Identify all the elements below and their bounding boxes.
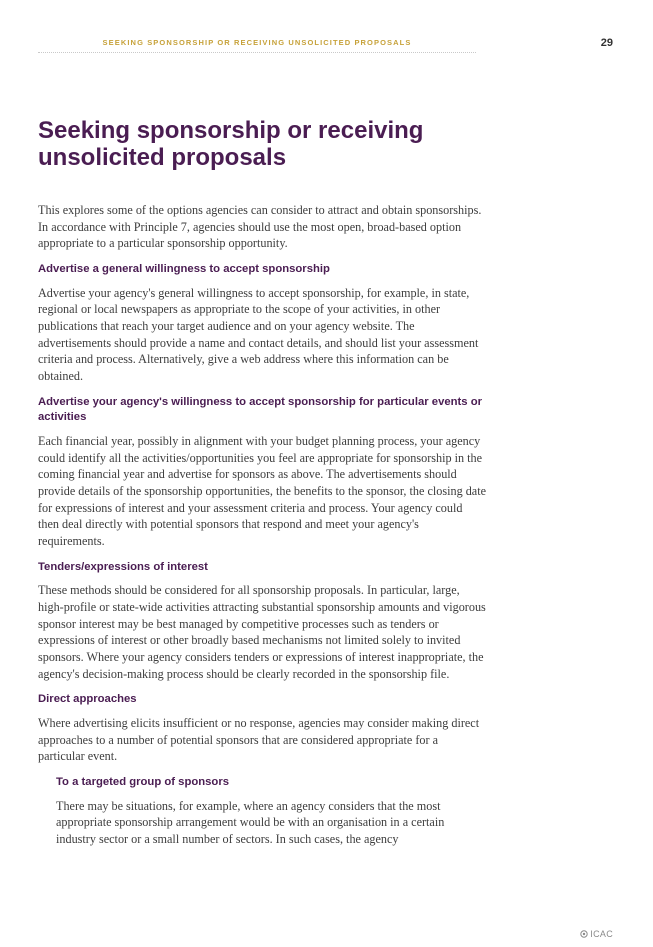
header-divider xyxy=(38,52,476,53)
main-content xyxy=(38,202,486,858)
section-heading-general-willingness: Advertise a general willingness to accept sponsorship xyxy=(38,263,330,276)
page-title: Seeking sponsorship or receiving unsolicited proposals xyxy=(38,117,424,171)
intro-paragraph: This explores some of the options agencies can consider to attract and obtain sponsorships. In accordance with Principle 7, agencies should use the most open, broad-based option appropriate to a particular sponsorship opportunity. xyxy=(38,203,482,251)
icac-logo xyxy=(580,929,613,939)
icac-logo-icon xyxy=(580,930,588,938)
subsection-body-targeted-group: There may be situations, for example, where an agency considers that the most appropriate sponsorship arrangement would be with an organisation in a certain industry sector or a small number of sectors. In such cases, the agency xyxy=(56,798,445,846)
section-body-tenders: These methods should be considered for all sponsorship proposals. In particular, large, high-profile or state-wide activities attracting substantial sponsorship amounts and vigorous sponsor interest may be best managed by competitive processes such as tenders or expressions of interest or other broadly based mechanisms not limited solely to invited sponsors. Where your agency considers tenders or expressions of interest inappropriate, the agency's decision-making process should be clearly recorded in the sponsorship file. xyxy=(38,583,486,681)
section-body-general-willingness: Advertise your agency's general willingness to accept sponsorship, for example, in state, regional or local newspapers as appropriate to the scope of your activities, in other publications that reach your target audience and on your agency website. The advertisements should provide a name and contact details, and should list your assessment criteria and process. Alternatively, give a web address where this information can be obtained. xyxy=(38,285,479,384)
section-heading-tenders: Tenders/expressions of interest xyxy=(38,560,208,573)
section-body-direct-approaches: Where advertising elicits insufficient or no response, agencies may consider making direct approaches to a number of potential sponsors that are considered appropriate for a particular event. xyxy=(38,715,480,764)
section-body-particular-events: Each financial year, possibly in alignment with your budget planning process, your agency could identify all the activities/opportunities you feel are appropriate for sponsorship in the coming financial year and advertise for sponsors as above. The advertisements should provide details of the sponsorship opportunities, the benefits to the sponsor, the closing date for expressions of interest and your assessment criteria and process. Your agency could then deal directly with potential sponsors that respond and meet your agency's requirements. xyxy=(38,433,487,549)
icac-logo-text: ICAC xyxy=(590,929,613,939)
section-heading-particular-events: Advertise your agency's willingness to accept sponsorship for particular events or activities xyxy=(38,395,483,424)
running-header: SEEKING SPONSORSHIP OR RECEIVING UNSOLICITED PROPOSALS xyxy=(102,38,412,47)
section-heading-direct-approaches: Direct approaches xyxy=(38,693,137,706)
subsection-heading-targeted-group: To a targeted group of sponsors xyxy=(56,776,230,789)
page-number: 29 xyxy=(600,37,613,49)
